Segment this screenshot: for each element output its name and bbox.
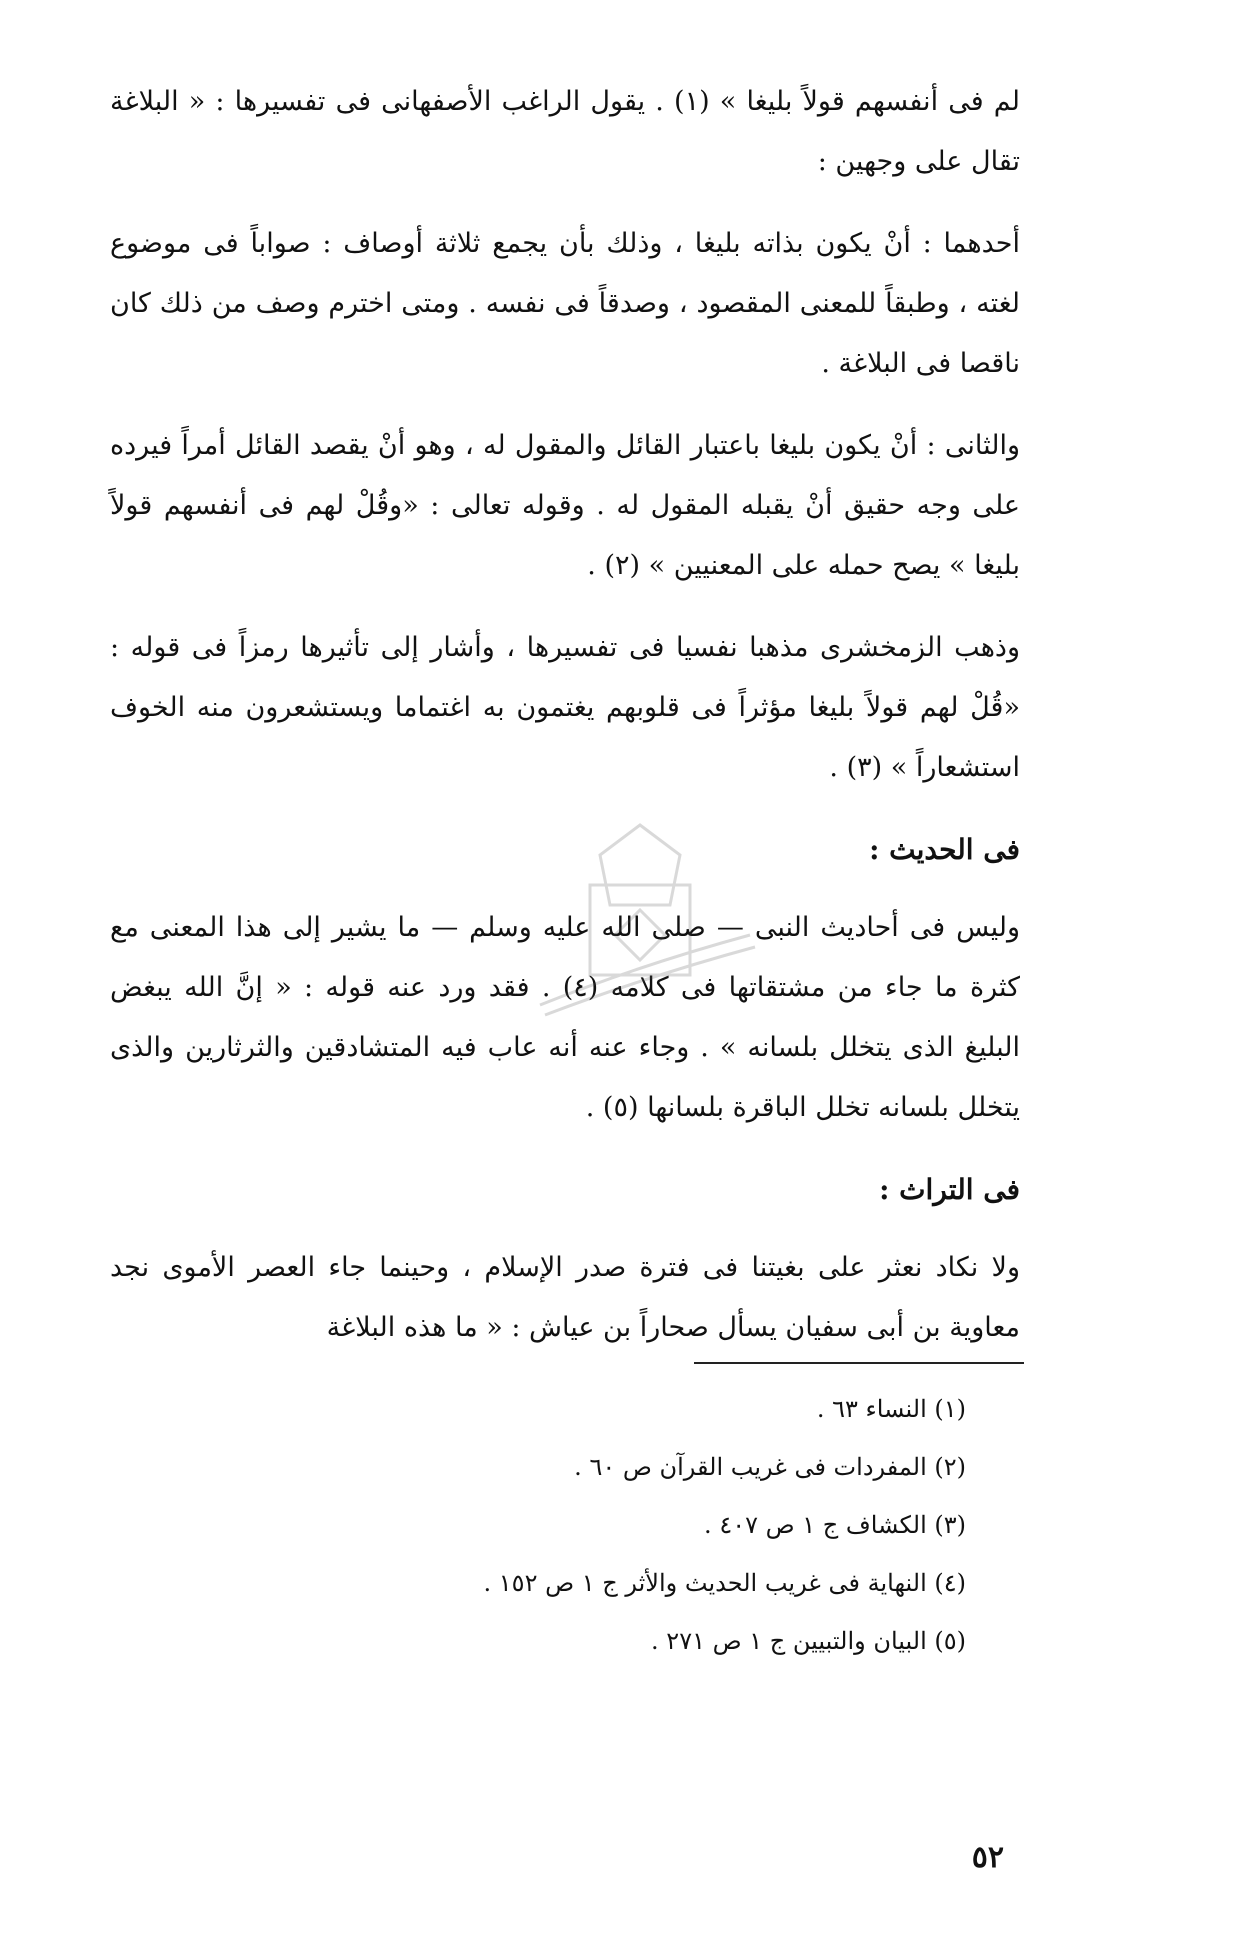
footnote-3: (٣) الكشاف ج ١ ص ٤٠٧ . <box>704 1511 966 1539</box>
paragraph-hadith: وليس فى أحاديث النبى — صلى الله عليه وسلم — ما يشير إلى هذا المعنى مع كثرة ما جاء من مشتقاتها فى كلامه (٤) . فقد ورد عنه قوله : « إنَّ الله يبغض البليغ الذى يتخلل بلسانه » . وجاء عنه أنه عاب فيه المتشادقين والثرثارين والذى يتخلل بلسانه تخلل الباقرة بلسانها (٥) . <box>110 912 1020 1123</box>
paragraph-3: والثانى : أنْ يكون بليغا باعتبار القائل والمقول له ، وهو أنْ يقصد القائل أمراً فيرده على وجه حقيق أنْ يقبله المقول له . وقوله تعالى : «وقُلْ لهم فى أنفسهم قولاً بليغا » يصح حمله على المعنيين » (٢) . <box>110 430 1020 581</box>
paragraph-turath: ولا نكاد نعثر على بغيتنا فى فترة صدر الإسلام ، وحينما جاء العصر الأموى نجد معاوية بن أبى سفيان يسأل صحاراً بن عياش : « ما هذه البلاغة <box>110 1252 1020 1343</box>
footnotes <box>110 1392 966 1682</box>
section-heading-hadith: فى الحديث : <box>869 833 1020 866</box>
footnote-4: (٤) النهاية فى غريب الحديث والأثر ج ١ ص ١٥٢ . <box>483 1569 966 1597</box>
footnote-separator <box>694 1362 1024 1364</box>
footnote-1: (١) النساء ٦٣ . <box>816 1395 966 1423</box>
paragraph-2: أحدهما : أنْ يكون بذاته بليغا ، وذلك بأن يجمع ثلاثة أوصاف : صواباً فى موضوع لغته ، وطبقاً للمعنى المقصود ، وصدقاً فى نفسه . ومتى اخترم وصف من ذلك كان ناقصا فى البلاغة . <box>110 228 1020 379</box>
page-number: ٥٢ <box>971 1840 1004 1875</box>
paragraph-4: وذهب الزمخشرى مذهبا نفسيا فى تفسيرها ، وأشار إلى تأثيرها رمزاً فى قوله : «قُلْ لهم قولاً بليغا مؤثراً فى قلوبهم يغتمون به اغتماما ويستشعرون منه الخوف استشعاراً » (٣) . <box>110 632 1020 783</box>
footnote-5: (٥) البيان والتبيين ج ١ ص ٢٧١ . <box>651 1627 966 1655</box>
footnote-2: (٢) المفردات فى غريب القرآن ص ٦٠ . <box>574 1453 966 1481</box>
paragraph-1: لم فى أنفسهم قولاً بليغا » (١) . يقول الراغب الأصفهانى فى تفسيرها : « البلاغة تقال على وجهين : <box>110 86 1020 177</box>
body-text <box>110 72 1020 1380</box>
section-heading-turath: فى التراث : <box>879 1173 1020 1206</box>
library-seal-icon <box>520 815 760 1025</box>
